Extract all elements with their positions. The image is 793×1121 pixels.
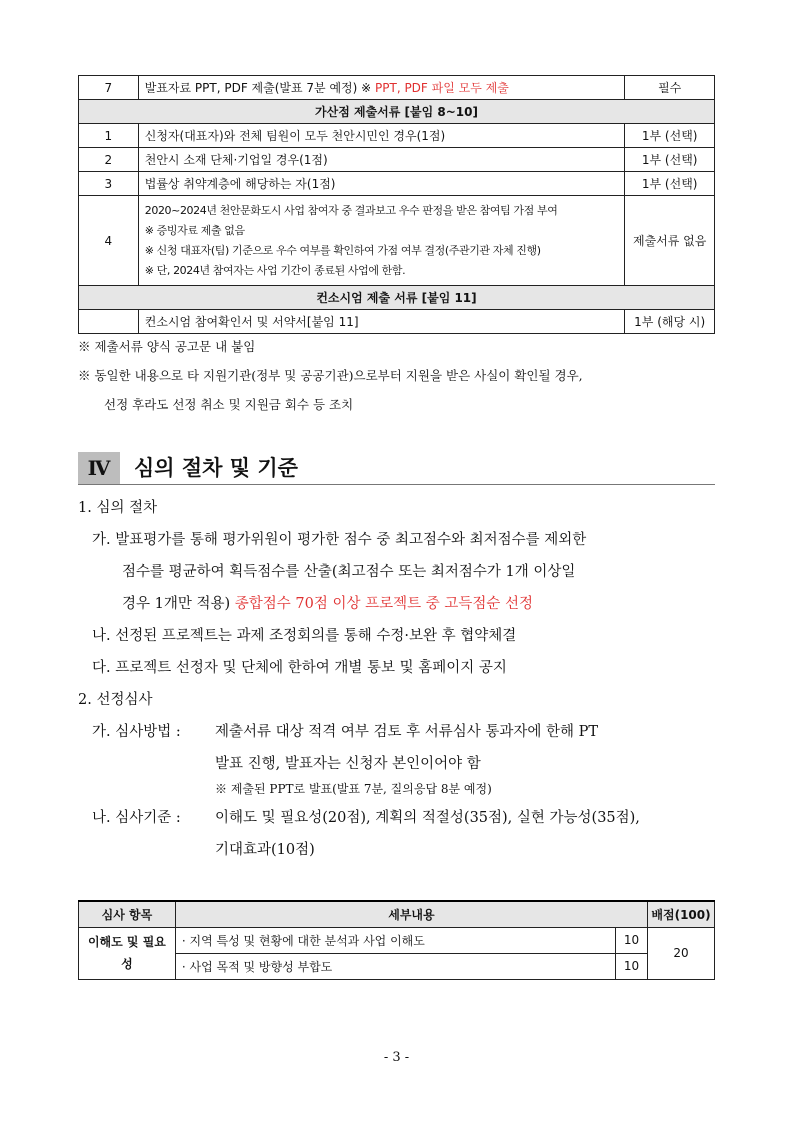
page-number: - 3 - bbox=[383, 1050, 410, 1065]
row-number: 3 bbox=[79, 172, 139, 196]
criterion-text: · 지역 특성 및 현황에 대한 분석과 사업 이해도 bbox=[175, 927, 615, 953]
item-na2-label: 나. 심사기준 : bbox=[92, 810, 181, 826]
note-duplicate: ※ 동일한 내용으로 타 지원기관(정부 및 공공기관)으로부터 지원을 받은 사실이 확인될 경우, bbox=[78, 368, 583, 383]
row-number: 7 bbox=[79, 76, 139, 100]
criterion-text: · 사업 목적 및 방향성 부합도 bbox=[175, 953, 615, 979]
item-ga1-cont2: 경우 1개만 적용) 종합점수 70점 이상 프로젝트 중 고득점순 선정 bbox=[122, 596, 533, 612]
row-text: 천안시 소재 단체·기업일 경우(1점) bbox=[138, 148, 625, 172]
section-heading bbox=[78, 452, 715, 485]
note-forms: ※ 제출서류 양식 공고문 내 붙임 bbox=[78, 339, 256, 354]
header-detail: 세부내용 bbox=[175, 901, 647, 927]
category-cell: 이해도 및 필요성 bbox=[79, 927, 176, 979]
header-item: 심사 항목 bbox=[79, 901, 176, 927]
section-title: 심의 절차 및 기준 bbox=[134, 456, 298, 480]
row-requirement: 1부 (해당 시) bbox=[625, 310, 715, 334]
item-da1: 다. 프로젝트 선정자 및 단체에 한하여 개별 통보 및 홈페이지 공지 bbox=[92, 660, 507, 676]
row-number: 2 bbox=[79, 148, 139, 172]
row-requirement: 1부 (선택) bbox=[625, 124, 715, 148]
row-requirement: 제출서류 없음 bbox=[625, 196, 715, 286]
item-ga1: 가. 발표평가를 통해 평가위원이 평가한 점수 중 최고점수와 최저점수를 제외한 bbox=[92, 532, 587, 548]
item-ga2-label: 가. 심사방법 : bbox=[92, 724, 181, 740]
heading-review: 2. 선정심사 bbox=[78, 692, 153, 708]
item-ga2-note: ※ 제출된 PPT로 발표(발표 7분, 질의응답 8분 예정) bbox=[215, 782, 492, 796]
section-numeral: Ⅳ bbox=[78, 452, 120, 484]
item-ga1-cont: 점수를 평균하여 획득점수를 산출(최고점수 또는 최저점수가 1개 이상일 bbox=[122, 564, 576, 580]
header-score: 배점(100) bbox=[648, 901, 715, 927]
row-requirement: 1부 (선택) bbox=[625, 148, 715, 172]
section-bonus: 가산점 제출서류 [붙임 8~10] bbox=[79, 100, 715, 124]
item-na2: 이해도 및 필요성(20점), 계획의 적절성(35점), 실현 가능성(35점), bbox=[215, 810, 640, 826]
item-na1: 나. 선정된 프로젝트는 과제 조정회의를 통해 수정·보완 후 협약체결 bbox=[92, 628, 517, 644]
row-requirement: 필수 bbox=[625, 76, 715, 100]
row-text: 법률상 취약계층에 해당하는 자(1점) bbox=[138, 172, 625, 196]
criteria-table bbox=[78, 900, 715, 980]
row-requirement: 1부 (선택) bbox=[625, 172, 715, 196]
row-text: 발표자료 PPT, PDF 제출(발표 7분 예정) ※ PPT, PDF 파일 모두 제출 bbox=[138, 76, 625, 100]
category-total: 20 bbox=[648, 927, 715, 979]
section-consortium: 컨소시엄 제출 서류 [붙임 11] bbox=[79, 286, 715, 310]
row-text: 2020~2024년 천안문화도시 사업 참여자 중 결과보고 우수 판정을 받은 참여팀 가점 부여 ※ 증빙자료 제출 없음 ※ 신청 대표자(팀) 기준으로 우수 여부를 확인하여 가점 여부 결정(주관기관 자체 진행) ※ 단, 2024년 참여자는 사업 기간이 종료된 사업에 한함. bbox=[138, 196, 625, 286]
criterion-points: 10 bbox=[616, 927, 648, 953]
item-ga2: 제출서류 대상 적격 여부 검토 후 서류심사 통과자에 한해 PT bbox=[215, 724, 599, 740]
row-number bbox=[79, 310, 139, 334]
row-number: 1 bbox=[79, 124, 139, 148]
note-duplicate-cont: 선정 후라도 선정 취소 및 지원금 회수 등 조치 bbox=[104, 397, 354, 412]
row-number: 4 bbox=[79, 196, 139, 286]
item-na2-cont: 기대효과(10점) bbox=[215, 842, 315, 858]
item-ga2-cont: 발표 진행, 발표자는 신청자 본인이어야 함 bbox=[215, 756, 481, 772]
submission-table bbox=[78, 75, 715, 334]
row-text: 신청자(대표자)와 전체 팀원이 모두 천안시민인 경우(1점) bbox=[138, 124, 625, 148]
criterion-points: 10 bbox=[616, 953, 648, 979]
row-text: 컨소시엄 참여확인서 및 서약서[붙임 11] bbox=[138, 310, 625, 334]
heading-procedure: 1. 심의 절차 bbox=[78, 500, 158, 516]
